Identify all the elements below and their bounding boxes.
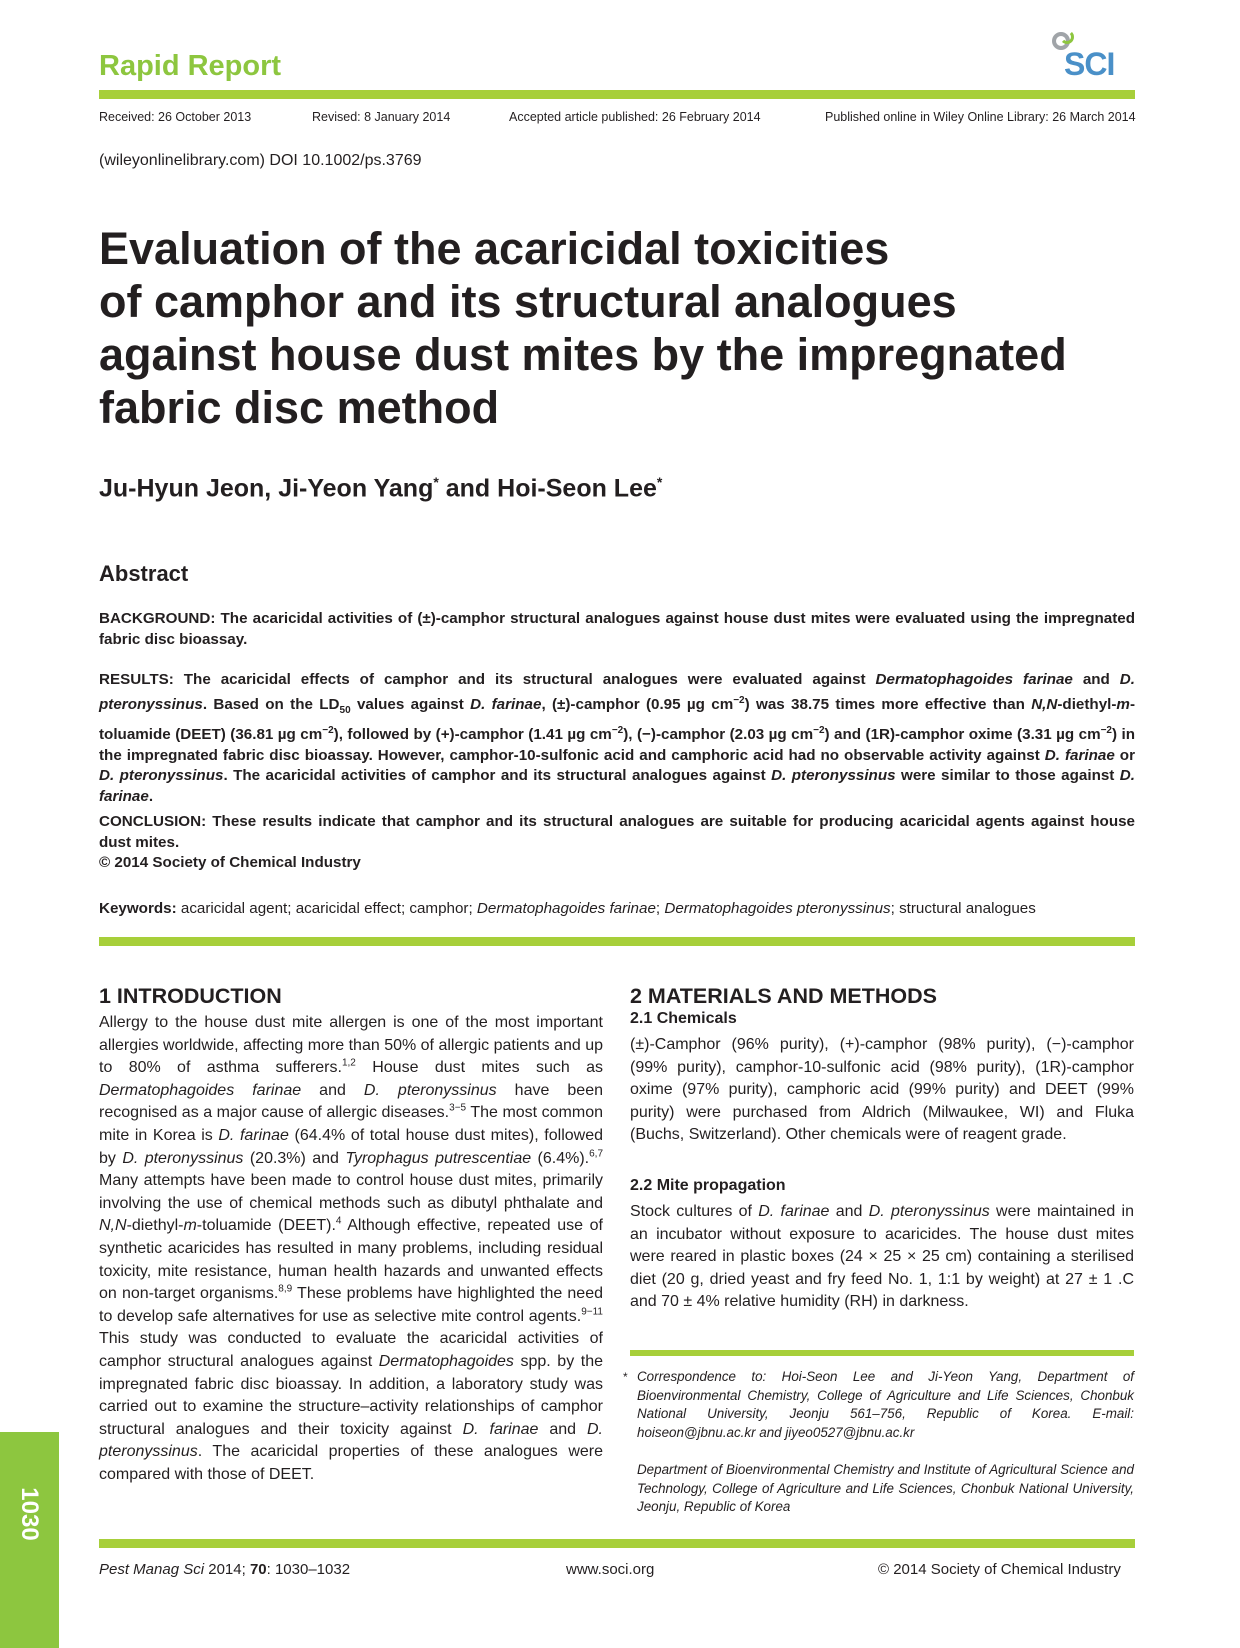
abstract-rule <box>99 937 1135 946</box>
abstract-heading: Abstract <box>99 561 189 586</box>
abstract-background: BACKGROUND: The acaricidal activities of (±)-camphor structural analogues against house dust mites were evaluated using the impregnated fabric disc bioassay. <box>99 610 1135 648</box>
abstract-results: RESULTS: The acaricidal effects of camphor and its structural analogues were evaluated against Dermatophagoides farinae and D. pteronyssinus. Based on the $LD_{50}$ values against D. farinae, (±)-camphor (0.95 µg $cm^{-2}$) was 38.75 times more effective than N,N-diethyl-m-toluamide (DEET) (36.81 µg $cm^{-2}$), followed by (+)-camphor (1.41 µg $cm^{-2}$), (−)-camphor (2.03 µg $cm^{-2}$) and (1R)-camphor oxime (3.31 µg $cm^{-2}$) in the impregnated fabric disc bioassay. However, camphor-10-sulfonic acid and camphoric acid had no observable activity against D. farinae or D. pteronyssinus. The acaricidal activities of camphor and its structural analogues against D. pteronyssinus were similar to those against D. farinae. <box>99 671 1136 805</box>
report-type-label: Rapid Report <box>99 50 282 82</box>
mite-propagation-heading: 2.2 Mite propagation <box>630 1177 786 1194</box>
sci-logo <box>1052 28 1136 84</box>
author-name: Ji-Yeon Yang <box>278 474 434 503</box>
title-line: of camphor and its structural analogues <box>99 276 957 327</box>
methods-heading: 2 MATERIALS AND METHODS <box>630 984 937 1008</box>
footnote-mark: * <box>623 1370 628 1384</box>
chemicals-body: (±)-Camphor (96% purity), (+)-camphor (98% purity), (−)-camphor (99% purity), camphor-10-sulfonic acid (98% purity), (1R)-camphor oxime (97% purity), camphoric acid (99% purity) and DEET (99% purity) were purchased from Aldrich (Milwaukee, WI) and Fluka (Buchs, Switzerland). Other chemicals were of reagent grade. <box>630 1036 1134 1144</box>
abstract-copyright: © 2014 Society of Chemical Industry <box>99 854 361 871</box>
correspondence-footnote <box>623 1368 1134 1442</box>
journal-website: www.soci.org <box>566 1561 655 1578</box>
logo-text: SCI <box>1064 46 1115 82</box>
footer-copyright: © 2014 Society of Chemical Industry <box>878 1561 1121 1578</box>
article-title <box>99 222 1149 434</box>
corresponding-mark: * <box>433 474 439 490</box>
header-rule <box>99 90 1135 99</box>
doi-line: (wileyonlinelibrary.com) DOI 10.1002/ps.3769 <box>99 152 422 169</box>
author-list <box>99 474 662 503</box>
title-line: against house dust mites by the impregnated <box>99 329 1067 380</box>
author-name: Hoi-Seon Lee <box>497 474 657 503</box>
mite-propagation-body: Stock cultures of D. farinae and D. pteronyssinus were maintained in an incubator without exposure to acaricides. The house dust mites were reared in plastic boxes (24 × 25 × 25 cm) containing a sterilised diet (20 g, dried yeast and fry feed No. 1, 1:1 by weight) at 27 ± 1 .C and 70 ± 4% relative humidity (RH) in darkness. <box>630 1203 1135 1311</box>
page-number-tab <box>0 1432 59 1648</box>
received-date: Received: 26 October 2013 <box>99 110 252 124</box>
title-line: fabric disc method <box>99 382 500 433</box>
author-conjunction: and <box>438 474 498 503</box>
published-date: Published online in Wiley Online Library: 26 March 2014 <box>825 110 1136 124</box>
footer-rule <box>99 1539 1135 1548</box>
accepted-date: Accepted article published: 26 February 2014 <box>509 110 761 124</box>
chemicals-heading: 2.1 Chemicals <box>630 1010 737 1027</box>
abstract-conclusion <box>99 812 1135 874</box>
page-number: 1030 <box>16 1487 43 1541</box>
correspondence-text: Correspondence to: Hoi-Seon Lee and Ji-Yeon Yang, Department of Bioenvironmental Chemistry, College of Agriculture and Life Sciences, Chonbuk National University, Jeonju 561–756, Republic of Korea. E-mail: hoiseon@jbnu.ac.kr and jiyeo0527@jbnu.ac.kr <box>637 1369 1134 1440</box>
title-line: Evaluation of the acaricidal toxicities <box>99 223 890 274</box>
intro-body: Allergy to the house dust mite allergen is one of the most important allergies worldwide, affecting more than 50% of allergic patients and up to 80% of asthma sufferers.$^{1,2}$ House dust mites such as Dermatophagoides farinae and D. pteronyssinus have been recognised as a major cause of allergic diseases.$^{3-5}$ The most common mite in Korea is D. farinae (64.4% of total house dust mites), followed by D. pteronyssinus (20.3%) and Tyrophagus putrescentiae (6.4%).$^{6,7}$ Many attempts have been made to control house dust mites, primarily involving the use of chemical methods such as dibutyl phthalate and N,N-diethyl-m-toluamide (DEET).$^4$ Although effective, repeated use of synthetic acaricides has resulted in many problems, including residual toxicity, mite resistance, human health hazards and unwanted effects on non-target organisms.$^{8,9}$ These problems have highlighted the need to develop safe alternatives for use as selective mite control agents.$^{9-11}$ This study was conducted to evaluate the acaricidal activities of camphor structural analogues against Dermatophagoides spp. by the impregnated fabric disc bioassay. In addition, a laboratory study was carried out to examine the structure–activity relationships of camphor structural analogues and their toxicity against D. farinae and D. pteronyssinus. The acaricidal properties of these analogues were compared with those of DEET. <box>99 1014 604 1483</box>
affiliation-footnote: Department of Bioenvironmental Chemistry and Institute of Agricultural Science and Technology, College of Agriculture and Life Sciences, Chonbuk National University, Jeonju, Republic of Korea <box>637 1462 1134 1514</box>
journal-citation: Pest Manag Sci 2014; 70: 1030–1032 <box>99 1561 351 1578</box>
author-name: Ju-Hyun Jeon, <box>99 474 279 503</box>
corresponding-mark: * <box>656 474 663 490</box>
logo-ring-accent-icon <box>1060 30 1074 44</box>
revised-date: Revised: 8 January 2014 <box>312 110 451 124</box>
footnote-rule <box>630 1350 1134 1356</box>
keywords-line: Keywords: acaricidal agent; acaricidal effect; camphor; Dermatophagoides farinae; Dermatophagoides pteronyssinus; structural analogues <box>99 900 1036 917</box>
intro-heading: 1 INTRODUCTION <box>99 984 282 1008</box>
conclusion-text: CONCLUSION: These results indicate that camphor and its structural analogues are suitable for producing acaricidal agents against house dust mites. <box>99 813 1135 851</box>
